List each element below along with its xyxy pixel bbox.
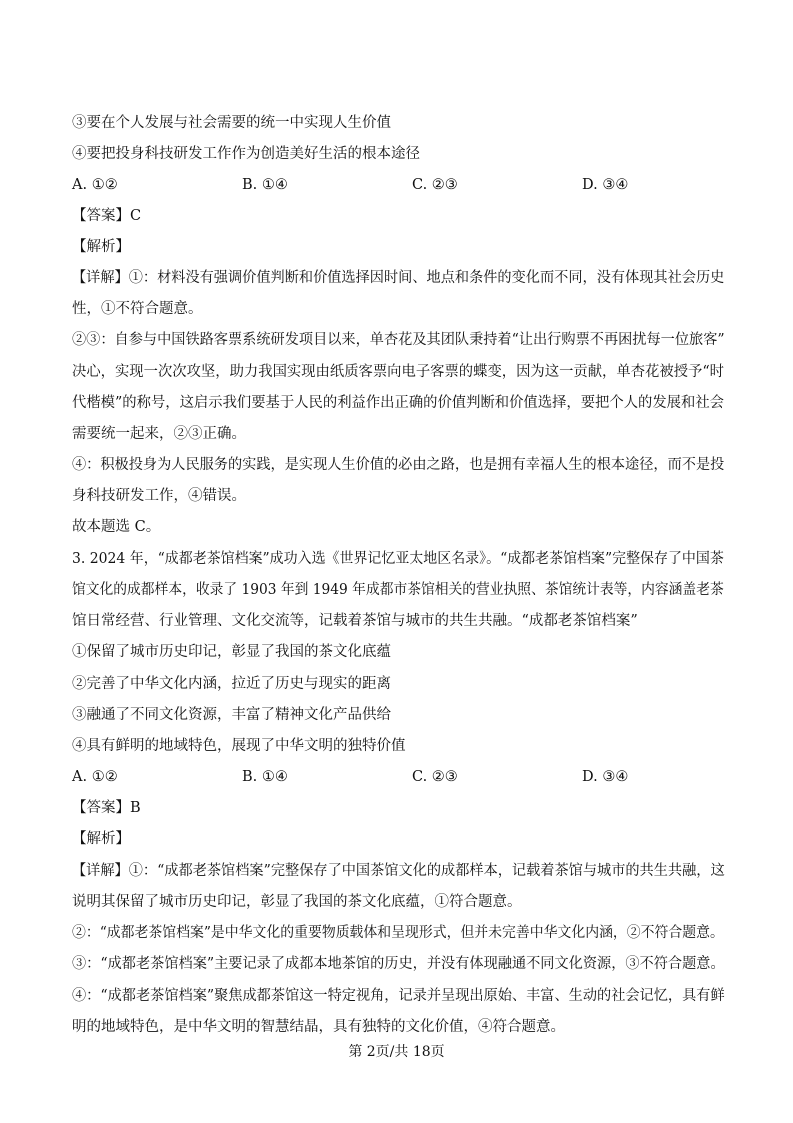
q2-option-c: C. ②③ xyxy=(412,177,458,193)
q2-option-d: D. ③④ xyxy=(582,177,629,193)
q3-detail-line: ③：“成都老茶馆档案”主要记录了成都本地茶馆的历史，并没有体现融通不同文化资源，③不符合题意。 xyxy=(72,956,725,972)
q2-detail-line: 决心，实现一次次攻坚，助力我国实现由纸质客票向电子客票的蝶变，因为这一贡献，单杏花被授予“时 xyxy=(72,364,725,380)
q3-stem-line: 3. 2024 年，“成都老茶馆档案”成功入选《世界记忆亚太地区名录》。“成都老茶馆档案”完整保存了中国茶 xyxy=(72,551,724,567)
q3-statement-3: ③融通了不同文化资源，丰富了精神文化产品供给 xyxy=(72,707,391,723)
q2-detail-line: 性，①不符合题意。 xyxy=(72,301,203,317)
q3-stem-line: 馆文化的成都样本，收录了 1903 年到 1949 年成都市茶馆相关的营业执照、茶馆统计表等，内容涵盖老茶 xyxy=(72,582,724,598)
q3-answer: 【答案】B xyxy=(72,800,141,816)
q3-analysis-label: 【解析】 xyxy=(72,831,130,847)
q3-detail-line: 明的地域特色，是中华文明的智慧结晶，具有独特的文化价值，④符合题意。 xyxy=(72,1019,565,1035)
q2-option-a: A. ①② xyxy=(72,177,118,193)
q2-statement-4: ④要把投身科技研发工作作为创造美好生活的根本途径 xyxy=(72,146,420,162)
q2-detail-line: 【详解】①：材料没有强调价值判断和价值选择因时间、地点和条件的变化而不同，没有体现其社会历史 xyxy=(72,270,725,286)
q3-stem-line: 馆日常经营、行业管理、文化交流等，记载着茶馆与城市的共生共融。“成都老茶馆档案” xyxy=(72,613,638,629)
q3-option-a: A. ①② xyxy=(72,769,118,785)
q3-option-c: C. ②③ xyxy=(412,769,458,785)
q3-detail-line: 说明其保留了城市历史印记，彰显了我国的茶文化底蕴，①符合题意。 xyxy=(72,894,522,910)
q2-conclusion: 故本题选 C。 xyxy=(72,519,161,535)
q2-detail-line: 身科技研发工作，④错误。 xyxy=(72,488,246,504)
q3-statement-2: ②完善了中华文化内涵，拉近了历史与现实的距离 xyxy=(72,676,391,692)
q3-detail-line: ②：“成都老茶馆档案”是中华文化的重要物质载体和呈现形式，但并未完善中华文化内涵，②不符合题意。 xyxy=(72,925,724,941)
page-number-footer: 第 2页/共 18页 xyxy=(348,1044,445,1060)
q3-detail-line: 【详解】①：“成都老茶馆档案”完整保存了中国茶馆文化的成都样本，记载着茶馆与城市的共生共融，这 xyxy=(72,863,725,879)
q3-detail-line: ④：“成都老茶馆档案”聚焦成都茶馆这一特定视角，记录并呈现出原始、丰富、生动的社会记忆，具有鲜 xyxy=(72,988,725,1004)
q2-analysis-label: 【解析】 xyxy=(72,239,130,255)
q2-detail-line: ②③：自参与中国铁路客票系统研发项目以来，单杏花及其团队秉持着“让出行购票不再困扰每一位旅客” xyxy=(72,332,725,348)
q2-detail-line: 需要统一起来，②③正确。 xyxy=(72,426,246,442)
q3-option-d: D. ③④ xyxy=(582,769,629,785)
q2-detail-line: 代楷模”的称号，这启示我们要基于人民的利益作出正确的价值判断和价值选择，要把个人的发展和社会 xyxy=(72,395,725,411)
q3-statement-4: ④具有鲜明的地域特色，展现了中华文明的独特价值 xyxy=(72,738,406,754)
q2-option-b: B. ①④ xyxy=(242,177,288,193)
q2-answer: 【答案】C xyxy=(72,208,142,224)
q2-statement-3: ③要在个人发展与社会需要的统一中实现人生价值 xyxy=(72,115,391,131)
q3-option-b: B. ①④ xyxy=(242,769,288,785)
q2-detail-line: ④：积极投身为人民服务的实践，是实现人生价值的必由之路，也是拥有幸福人生的根本途径，而不是投 xyxy=(72,457,725,473)
q3-statement-1: ①保留了城市历史印记，彰显了我国的茶文化底蕴 xyxy=(72,644,391,660)
